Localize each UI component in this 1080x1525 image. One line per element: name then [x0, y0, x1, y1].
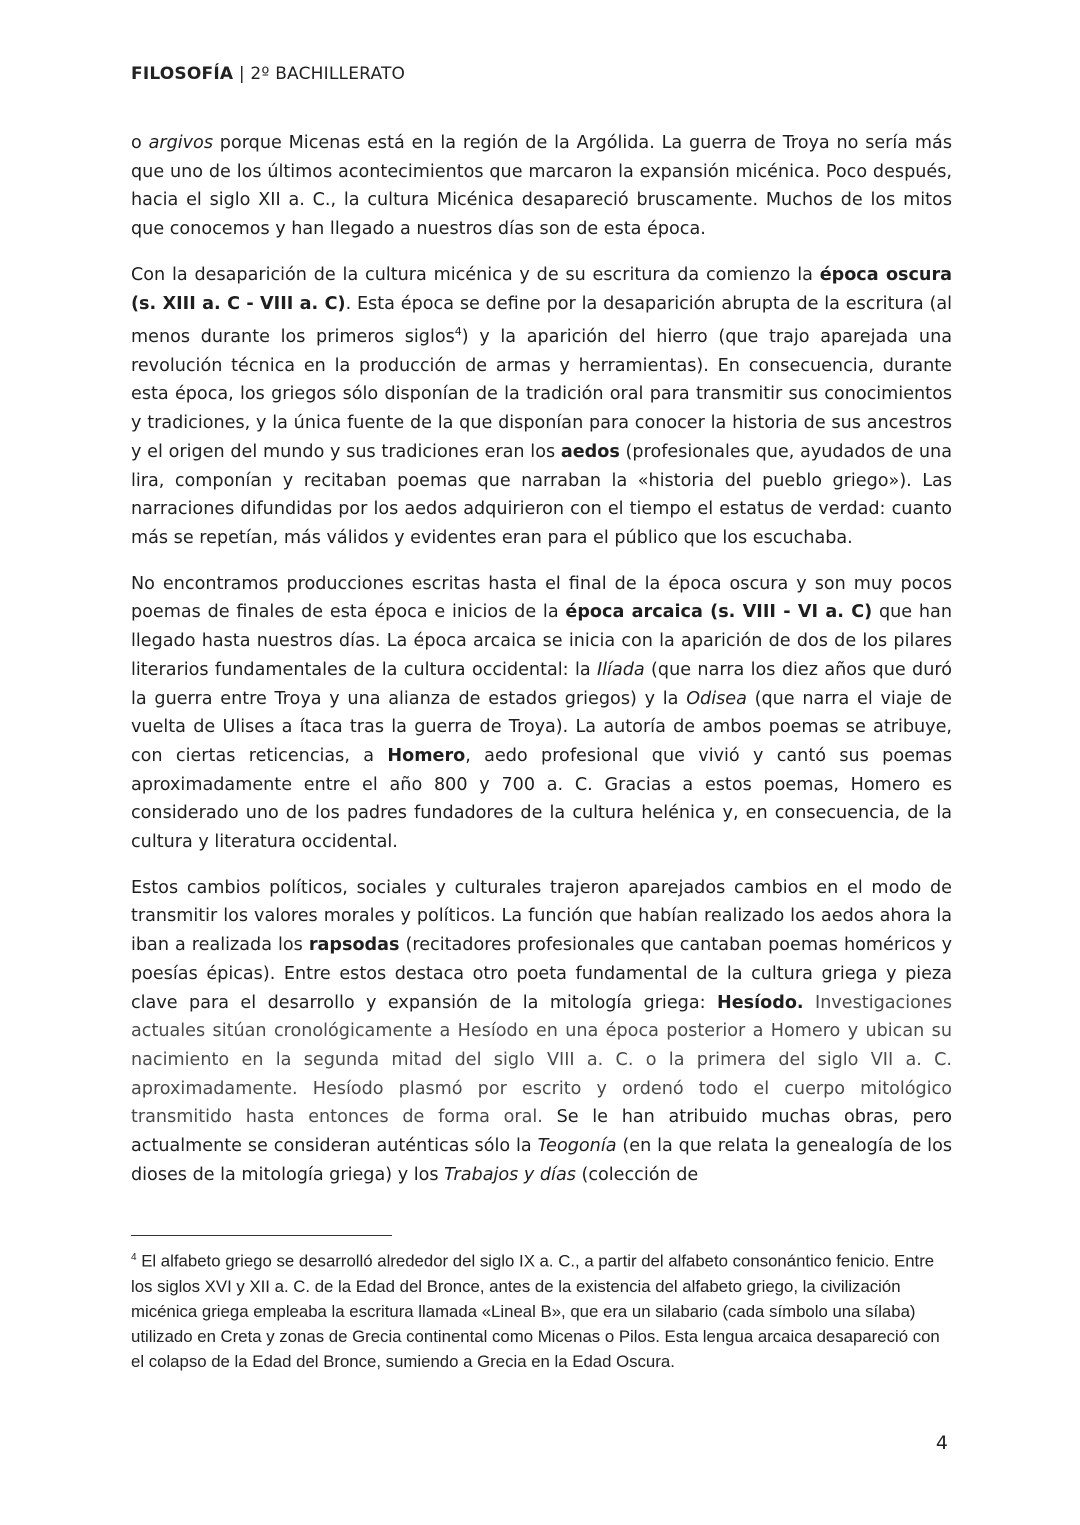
- italic-term: Ilíada: [596, 659, 645, 680]
- footnote-divider: [131, 1235, 392, 1236]
- text-run: Estos cambios políticos, sociales y culturales trajeron aparejados cambios en el modo de transmitir los valores morales y políticos. La función que habían realizado los aedos ahora la iban a realizada los: [131, 877, 952, 956]
- text-run: (que narra los diez años que duró la guerra entre Troya y una alianza de estados griegos) y la: [131, 659, 952, 709]
- bold-term: rapsodas: [308, 935, 400, 956]
- bold-term: aedos: [560, 441, 620, 462]
- header-course: 2º BACHILLERATO: [250, 64, 406, 84]
- page-header: [131, 64, 405, 84]
- main-text: [131, 129, 952, 1206]
- text-run: o: [131, 133, 149, 153]
- bold-term: época oscura (s. XIII a. C - VIII a. C): [131, 264, 953, 314]
- header-separator: |: [233, 64, 251, 84]
- footnote: [131, 1245, 956, 1374]
- italic-term: Odisea: [686, 688, 747, 709]
- italic-term: argivos: [148, 133, 213, 153]
- paragraph-2: [131, 261, 952, 553]
- text-run: No encontramos producciones escritas hasta el final de la época oscura y son muy pocos poemas de finales de esta época e inicios de la: [131, 573, 952, 623]
- text-run: porque Micenas está en la región de la Argólida. La guerra de Troya no sería más que uno de los últimos acontecimientos que marcaron la expansión micénica. Poco después, hacia el siglo XII a. C., la cultura Micénica desapareció bruscamente. Muchos de los mitos que conocemos y han llegado a nuestros días son de esta época.: [131, 133, 952, 240]
- bold-term: Hesíodo.: [716, 992, 804, 1013]
- text-run: . Esta época se define por la desaparición abrupta de la escritura (al menos durante los primeros siglos: [131, 293, 953, 348]
- footnote-text: El alfabeto griego se desarrolló alrededor del siglo IX a. C., a partir del alfabeto consonántico fenicio. Entre los siglos XVI y XII a. C. de la Edad del Bronce, antes de la existencia del alfabeto griego, la civilización micénica griega empleaba la escritura llamada «Lineal B», que era un silabario (cada símbolo una sílaba) utilizado en Creta y zonas de Grecia continental como Micenas o Pilos. Esta lengua arcaica desapareció con el colapso de la Edad del Bronce, sumiendo a Grecia en la Edad Oscura.: [131, 1251, 940, 1371]
- text-run: Con la desaparición de la cultura micénica y de su escritura da comienzo la: [131, 264, 820, 285]
- text-run: (profesionales que, ayudados de una lira, componían y recitaban poemas que narraban la «historia del pueblo griego»). Las narraciones difundidas por los aedos adquirieron con el tiempo el estatus de verdad: cuanto más se repetían, más válidos y evidentes eran para el público que los escuchaba.: [131, 441, 952, 548]
- bold-term: época arcaica (s. VIII - VI a. C): [565, 602, 873, 623]
- footnote-marker: 4: [131, 1252, 137, 1263]
- footnote-reference[interactable]: 4: [454, 325, 462, 339]
- italic-term: Trabajos y días: [444, 1164, 576, 1185]
- page-number: 4: [935, 1432, 948, 1454]
- text-run: que han llegado hasta nuestros días. La época arcaica se inicia con la aparición de dos de los pilares literarios fundamentales de la cultura occidental: la: [131, 602, 952, 680]
- text-run: Se le han atribuido muchas obras, pero actualmente se consideran auténticas sólo la: [131, 1107, 952, 1157]
- text-run: (recitadores profesionales que cantaban poemas homéricos y poesías épicas). Entre estos destaca otro poeta fundamental de la cultura griega y pieza clave para el desarrollo y expansión de la mitología griega:: [131, 935, 952, 1013]
- paragraph-4: [131, 874, 952, 1190]
- text-run: (colección de: [575, 1164, 699, 1185]
- bold-term: Homero: [387, 745, 466, 766]
- paragraph-3: [131, 570, 952, 857]
- header-subject: FILOSOFÍA: [131, 64, 234, 84]
- text-run: (que narra el viaje de vuelta de Ulises a ítaca tras la guerra de Troya). La autoría de ambos poemas se atribuye, con ciertas reticencias, a: [131, 688, 952, 766]
- grey-text-run: Investigaciones actuales sitúan cronológicamente a Hesíodo en una época posterior a Homero y ubican su nacimiento en la segunda mitad del siglo VIII a. C. o la primera del siglo VII a. C. aproximadamente. Hesíodo plasmó por escrito y ordenó todo el cuerpo mitológico transmitido hasta entonces de forma oral.: [131, 992, 953, 1128]
- text-run: ) y la aparición del hierro (que trajo aparejada una revolución técnica en la producción de armas y herramientas). En consecuencia, durante esta época, los griegos sólo disponían de la tradición oral para transmitir sus conocimientos y tradiciones, y la única fuente de la que disponían para conocer la historia de sus ancestros y el origen del mundo y sus tradiciones eran los: [131, 327, 952, 462]
- text-run: (en la que relata la genealogía de los dioses de la mitología griega) y los: [131, 1136, 952, 1185]
- paragraph-1: [131, 129, 952, 244]
- italic-term: Teogonía: [537, 1136, 617, 1157]
- text-run: , aedo profesional que vivió y cantó sus poemas aproximadamente entre el año 800 y 700 a. C. Gracias a estos poemas, Homero es considerado uno de los padres fundadores de la cultura helénica y, en consecuencia, de la cultura y literatura occidental.: [131, 745, 952, 853]
